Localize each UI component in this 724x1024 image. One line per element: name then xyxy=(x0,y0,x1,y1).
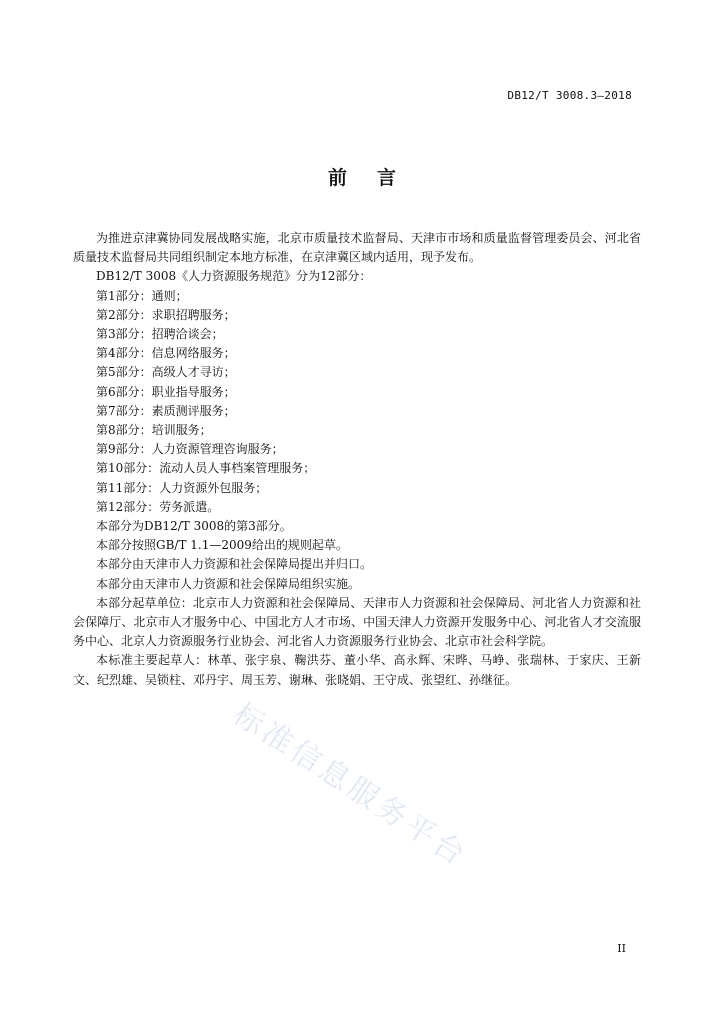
paragraph-this-part: 本部分为DB12/T 3008的第3部分。 xyxy=(96,519,292,534)
list-item-part-1: 第1部分：通则； xyxy=(96,288,188,303)
list-item-part-6: 第6部分：职业指导服务； xyxy=(96,384,236,399)
list-item-part-4: 第4部分：信息网络服务； xyxy=(96,346,236,361)
list-item-part-10: 第10部分：流动人员人事档案管理服务； xyxy=(96,461,316,476)
paragraph-series: DB12/T 3008《人力资源服务规范》分为12部分： xyxy=(96,269,372,284)
paragraph-implemented-by: 本部分由天津市人力资源和社会保障局组织实施。 xyxy=(96,576,361,591)
paragraph-proposed-by: 本部分由天津市人力资源和社会保障局提出并归口。 xyxy=(96,557,373,572)
list-item-part-3: 第3部分：招聘洽谈会； xyxy=(96,327,224,342)
paragraph-drafting-rules: 本部分按照GB/T 1.1—2009给出的规则起草。 xyxy=(96,538,348,553)
list-item-part-5: 第5部分：高级人才寻访； xyxy=(96,365,236,380)
list-item-part-11: 第11部分：人力资源外包服务； xyxy=(96,480,268,495)
page-number: II xyxy=(617,942,626,955)
paragraph-drafting-units: 本部分起草单位：北京市人力资源和社会保障局、天津市人力资源和社会保障局、河北省人力资源和社会保障厅、北京市人才服务中心、中国北方人才市场、中国天津人力资源开发服务中心、河北省人才交流服务中心、北京人力资源服务行业协会、河北省人力资源服务行业协会、北京市社会科学院。 xyxy=(73,595,641,649)
page-title: 前言 xyxy=(327,167,426,189)
list-item-part-9: 第9部分：人力资源管理咨询服务； xyxy=(96,442,284,457)
list-item-part-8: 第8部分：培训服务； xyxy=(96,423,212,438)
list-item-part-7: 第7部分：素质测评服务； xyxy=(96,403,236,418)
list-item-part-2: 第2部分：求职招聘服务； xyxy=(96,307,236,322)
watermark: 标准信息服务平台 xyxy=(226,696,474,875)
document-code: DB12/T 3008.3—2018 xyxy=(507,89,632,102)
paragraph-drafters: 本标准主要起草人：林革、张宇泉、鞠洪芬、董小华、高永辉、宋晔、马峥、张瑞林、于家庆、王新文、纪烈雄、吴锁柱、邓丹宇、周玉芳、谢琳、张晓娟、王守成、张望红、孙继征。 xyxy=(73,653,641,687)
foreword-body xyxy=(73,229,641,690)
list-item-part-12: 第12部分：劳务派遣。 xyxy=(96,499,220,514)
paragraph-intro: 为推进京津冀协同发展战略实施，北京市质量技术监督局、天津市市场和质量监督管理委员会、河北省质量技术监督局共同组织制定本地方标准，在京津冀区域内适用，现予发布。 xyxy=(73,231,641,265)
